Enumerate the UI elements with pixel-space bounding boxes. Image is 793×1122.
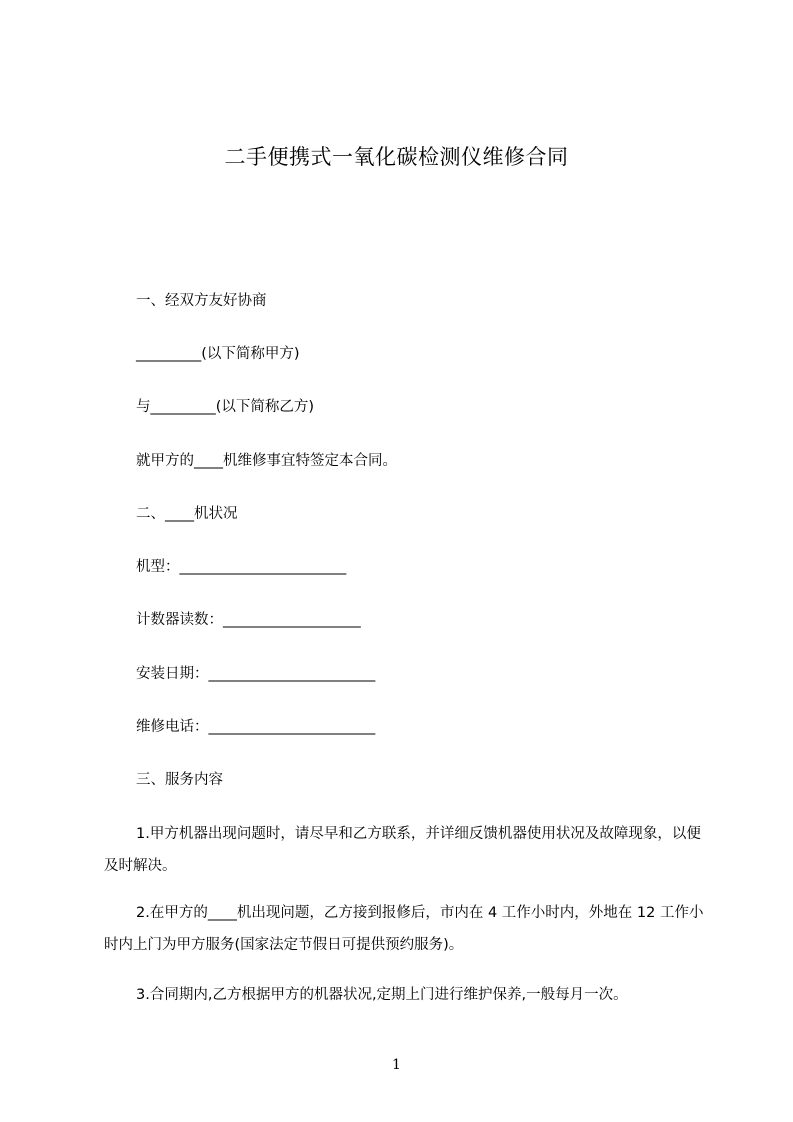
party-b-line: 与_________(以下简称乙方) xyxy=(136,399,315,415)
service-clause-1: 1.甲方机器出现问题时，请尽早和乙方联系，并详细反馈机器使用状况及故障现象，以便及时解决。 xyxy=(104,826,701,874)
repair-phone-field: 维修电话：_______________________ xyxy=(136,719,376,735)
service-clause-3: 3.合同期内,乙方根据甲方的机器状况,定期上门进行维护保养,一般每月一次。 xyxy=(136,987,628,1003)
install-date-field: 安装日期：_______________________ xyxy=(136,666,376,682)
model-field: 机型：_______________________ xyxy=(136,559,347,575)
party-a-line: _________(以下简称甲方) xyxy=(136,346,300,362)
contract-purpose-line: 就甲方的____机维修事宜特签定本合同。 xyxy=(136,453,397,469)
section-heading-3: 三、服务内容 xyxy=(136,772,223,788)
service-clause-2: 2.在甲方的____机出现问题，乙方接到报修后，市内在 4 工作小时内，外地在 12 工作小时内上门为甲方服务(国家法定节假日可提供预约服务)。 xyxy=(104,905,704,953)
section-heading-1: 一、经双方友好协商 xyxy=(136,293,267,309)
document-title: 二手便携式一氧化碳检测仪维修合同 xyxy=(224,145,569,169)
section-heading-2: 二、____机状况 xyxy=(136,506,238,522)
page-number: 1 xyxy=(392,1057,401,1073)
counter-reading-field: 计数器读数：___________________ xyxy=(136,612,361,628)
